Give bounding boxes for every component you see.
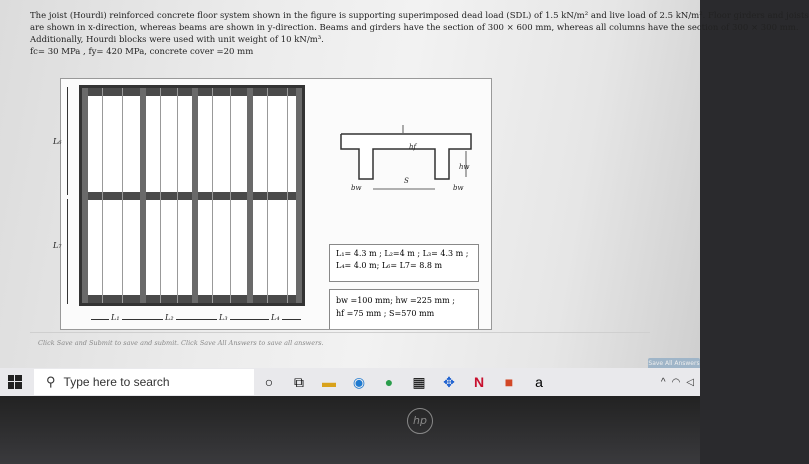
section-s-label: S	[404, 177, 409, 185]
problem-line-2: are shown in x-direction, whereas beams are shown in y-direction. Beams and girders have the section of 300 × 600 mm, whereas all columns have the section of 300 × 300 mm.	[30, 23, 799, 33]
footer-divider	[30, 332, 650, 333]
section-dims-line-1: bw =100 mm; hw =225 mm ;	[336, 296, 455, 305]
section-hf-label: hf	[409, 143, 417, 151]
problem-statement	[30, 10, 809, 58]
problem-line-3: Additionally, Hourdi blocks were used with unit weight of 10 kN/m³.	[30, 35, 324, 45]
dim-L7-line	[67, 199, 68, 304]
dropbox-icon[interactable]: ✥	[443, 373, 455, 390]
chevron-up-icon[interactable]: ^	[660, 376, 666, 388]
joist	[212, 88, 213, 303]
label-L4: L₄	[271, 313, 280, 322]
girder-2	[140, 88, 146, 303]
joist	[122, 88, 123, 303]
span-lengths-box	[329, 244, 479, 282]
problem-line-4: fc= 30 MPa , fy= 420 MPa, concrete cover =20 mm	[30, 47, 254, 57]
file-explorer-icon[interactable]: ▬	[322, 374, 336, 390]
start-button[interactable]	[0, 368, 30, 396]
save-instructions: Click Save and Submit to save and submit. Click Save All Answers to save all answers.	[38, 339, 324, 347]
joist	[267, 88, 268, 303]
label-L3: L₃	[219, 313, 228, 322]
label-L1: L₁	[111, 313, 120, 322]
label-L6: L₆	[53, 137, 62, 146]
volume-icon[interactable]: ◁	[686, 376, 694, 388]
section-hw-label: hw	[459, 163, 470, 171]
girder-1	[82, 88, 88, 303]
joist	[287, 88, 288, 303]
chrome-icon[interactable]: ●	[384, 374, 394, 390]
netflix-icon[interactable]: N	[473, 374, 485, 390]
taskbar-search-box[interactable]	[34, 369, 254, 395]
joist	[102, 88, 103, 303]
label-L7: L₇	[53, 241, 62, 250]
task-view-icon[interactable]: ⧉	[294, 373, 304, 390]
section-bw-right-label: bw	[453, 184, 464, 192]
section-dims-box	[329, 289, 479, 329]
edge-icon[interactable]: ◉	[352, 373, 366, 390]
problem-line-1: The joist (Hourdi) reinforced concrete floor system shown in the figure is supporting superimposed dead load (SDL) of 1.5 kN/m² and live load of 2.5 kN/m². Floor girders and joists	[30, 11, 809, 21]
figure	[53, 78, 492, 330]
joist	[160, 88, 161, 303]
dim-L6-line	[67, 87, 68, 195]
store-icon[interactable]: ▦	[412, 373, 426, 390]
girder-3	[192, 88, 198, 303]
save-all-answers-button[interactable]: Save All Answers	[648, 358, 700, 370]
section-dims-line-2: hf =75 mm ; S=570 mm	[336, 309, 435, 318]
amazon-icon[interactable]: a	[535, 374, 543, 390]
label-L2: L₂	[165, 313, 174, 322]
joist	[230, 88, 231, 303]
office-icon[interactable]: ■	[504, 374, 514, 390]
floor-plan	[79, 85, 305, 306]
girder-5	[296, 88, 302, 303]
joist	[177, 88, 178, 303]
network-icon[interactable]: ◠	[671, 376, 681, 388]
cortana-icon[interactable]: ○	[264, 374, 274, 390]
section-bw-left-label: bw	[351, 184, 362, 192]
windows-icon	[8, 375, 22, 389]
search-placeholder: Type here to search	[63, 375, 170, 389]
taskbar	[0, 368, 700, 396]
span-lengths-line-2: L₄= 4.0 m; L₆= L7= 8.8 m	[336, 261, 443, 270]
search-icon: ⚲	[46, 374, 56, 389]
hp-logo: hp	[407, 408, 433, 434]
girder-4	[247, 88, 253, 303]
system-tray	[661, 368, 694, 396]
laptop-bezel	[0, 396, 700, 464]
span-lengths-line-1: L₁= 4.3 m ; L₂=4 m ; L₃= 4.3 m ;	[336, 249, 469, 258]
